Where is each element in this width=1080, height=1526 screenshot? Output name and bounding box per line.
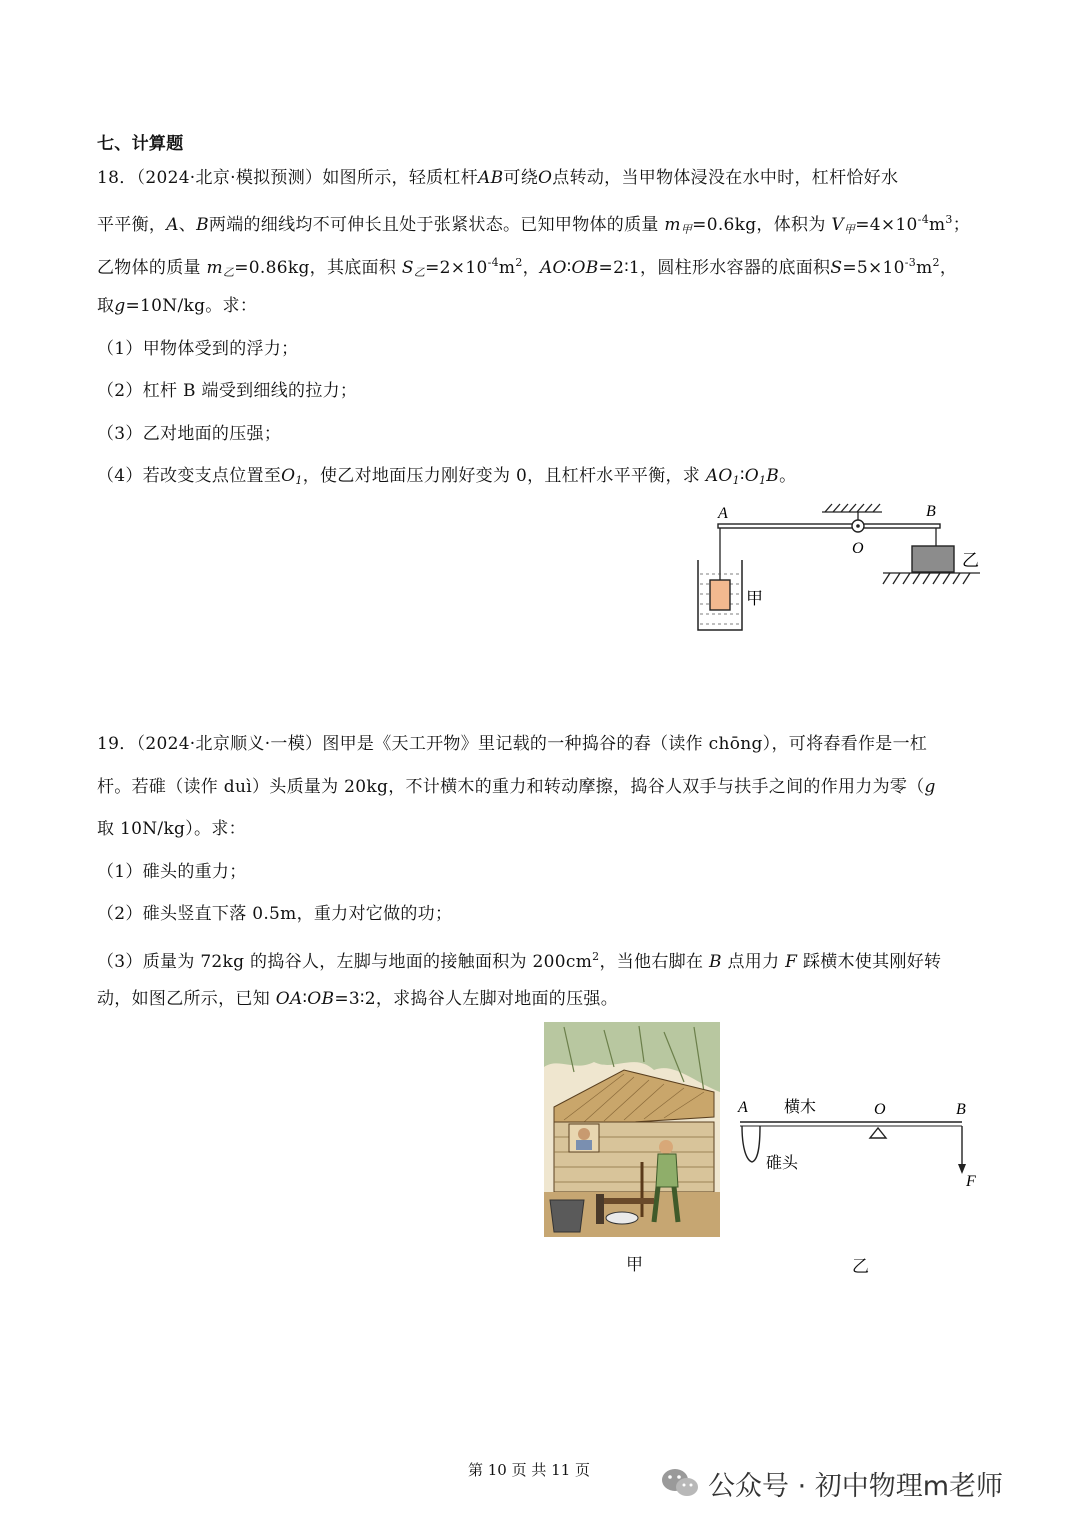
label-b: B bbox=[956, 1101, 966, 1118]
q18-line-2: 平平衡，A、B两端的细线均不可伸长且处于张紧状态。已知甲物体的质量 $m_甲=0.6kg$，体积为 $V_甲=4\times 10^{-4}m^3$； bbox=[97, 213, 971, 236]
q19-part-3: （3）质量为 72kg 的捣谷人，左脚与地面的接触面积为 $200cm^2$，当他右脚在 B 点用力 F 踩横木使其刚好转 bbox=[97, 950, 942, 972]
ground-hatch bbox=[883, 573, 980, 584]
q18-part-2: （2）杠杆 B 端受到细线的拉力； bbox=[97, 381, 358, 401]
tiangong-kaiwu-painting bbox=[544, 1022, 720, 1237]
label-hengmu: 横木 bbox=[784, 1097, 817, 1116]
pestle-duitou bbox=[742, 1126, 760, 1162]
q19-part-2: （2）碓头竖直下落 0.5m，重力对它做的功； bbox=[97, 904, 453, 924]
caption-jia: 甲 bbox=[626, 1255, 643, 1275]
label-a: A bbox=[738, 1099, 748, 1116]
lever-bar bbox=[718, 524, 940, 528]
page-footer: 第 10 页 共 11 页 bbox=[468, 1461, 591, 1479]
label-o: O bbox=[852, 540, 864, 557]
q19-lever-figure bbox=[732, 1092, 992, 1192]
q19-line-1: 19．（2024·北京顺义·一模）图甲是《天工开物》里记载的一种捣谷的舂（读作 chōng），可将舂看作是一杠 bbox=[97, 734, 928, 754]
label-jia: 甲 bbox=[746, 589, 763, 609]
q19-line-5: 动，如图乙所示，已知 OA∶OB=3∶2，求捣谷人左脚对地面的压强。 bbox=[97, 989, 619, 1009]
wechat-icon bbox=[660, 1466, 700, 1500]
watermark bbox=[660, 1463, 1003, 1503]
q19-line-3: 取 10N/kg）。求： bbox=[97, 819, 246, 839]
object-yi bbox=[912, 546, 954, 572]
label-b: B bbox=[926, 503, 936, 520]
label-yi: 乙 bbox=[962, 551, 979, 571]
q19-part-1: （1）碓头的重力； bbox=[97, 862, 247, 882]
q19-line-2: 杆。若碓（读作 duì）头质量为 20kg，不计横木的重力和转动摩擦，捣谷人双手与扶手之间的作用力为零（g bbox=[97, 777, 936, 797]
q18-part-1: （1）甲物体受到的浮力； bbox=[97, 339, 299, 359]
fulcrum-o bbox=[870, 1128, 886, 1138]
watermark-text: 公众号 · 初中物理m老师 bbox=[708, 1470, 1004, 1502]
caption-yi: 乙 bbox=[852, 1257, 869, 1277]
label-o: O bbox=[874, 1101, 886, 1118]
q18-line-4: 取g=10N/kg。求： bbox=[97, 296, 258, 316]
q18-line-3: 乙物体的质量 $m_乙=0.86kg$，其底面积 $S_乙=2\times 10^{-4}m^2$，AO∶OB=2∶1，圆柱形水容器的底面积$S=5\times 10^{-3}m^2$， bbox=[97, 256, 958, 279]
label-a: A bbox=[718, 505, 728, 522]
ceiling-hatch bbox=[822, 504, 882, 520]
force-arrow-f bbox=[958, 1164, 966, 1174]
label-duitou: 碓头 bbox=[766, 1153, 799, 1172]
q18-lever-figure bbox=[690, 498, 990, 638]
object-jia bbox=[710, 580, 730, 610]
q18-part-4: （4）若改变支点位置至$O_1$，使乙对地面压力刚好变为 0，且杠杆水平平衡，求 $AO_1∶O_1B$。 bbox=[97, 466, 797, 487]
q18-line-1: 18．（2024·北京·模拟预测）如图所示，轻质杠杆AB可绕O点转动，当甲物体浸没在水中时，杠杆恰好水 bbox=[97, 168, 899, 188]
section-title: 七、计算题 bbox=[97, 134, 184, 154]
label-f: F bbox=[966, 1173, 976, 1190]
q18-part-3: （3）乙对地面的压强； bbox=[97, 424, 282, 444]
